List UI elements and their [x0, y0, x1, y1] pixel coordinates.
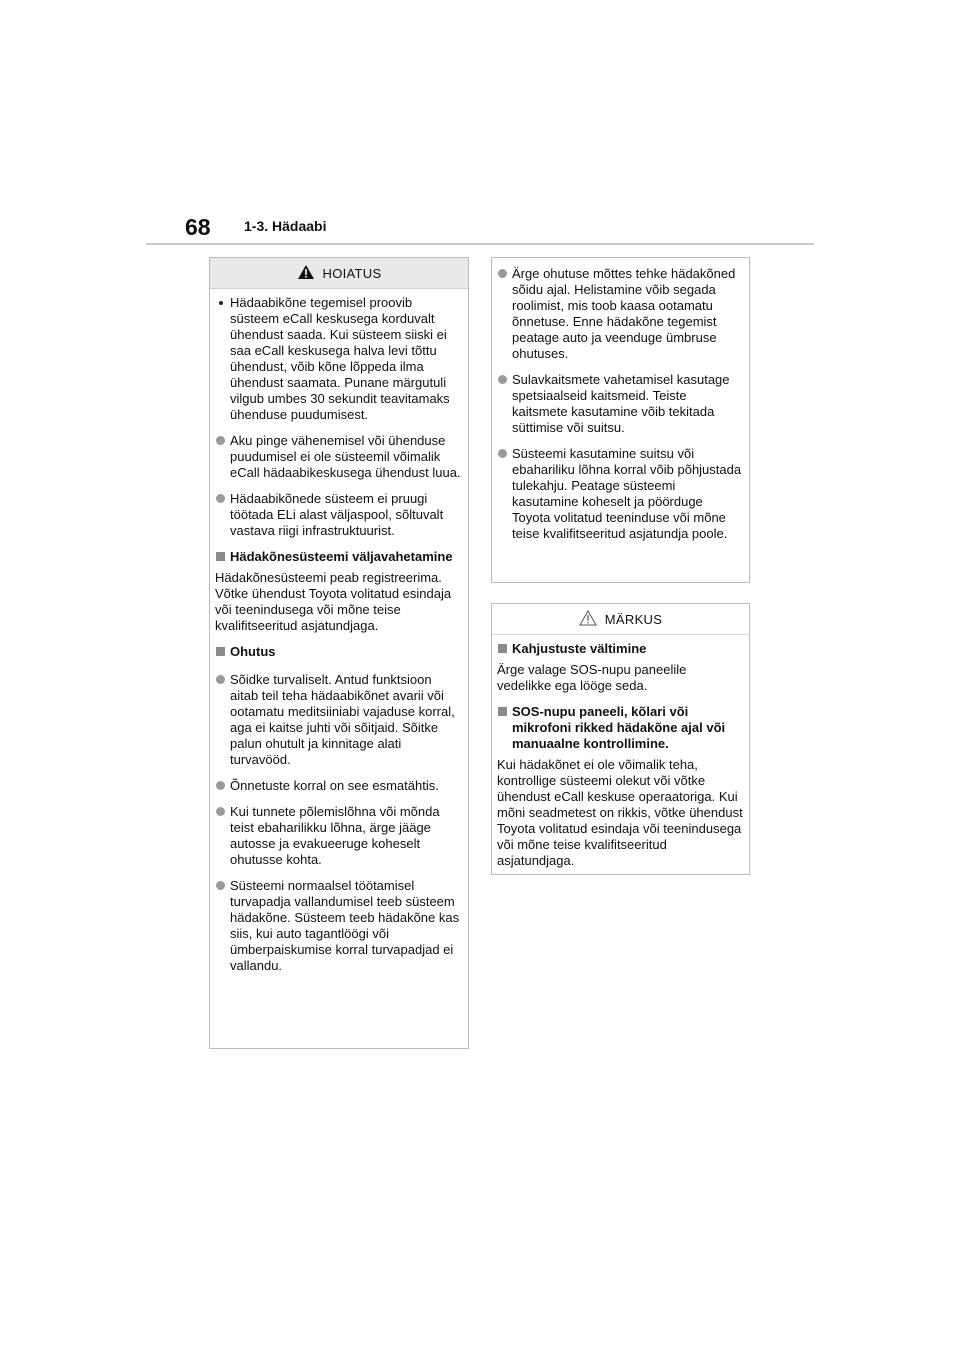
paragraph: Ärge valage SOS-nupu paneelile vedelikke ega lööge seda.	[497, 662, 687, 693]
item-text: Ohutus	[230, 644, 276, 659]
list-item	[497, 266, 743, 362]
notice-box-title: MÄRKUS	[604, 611, 663, 627]
circle-bullet-icon	[498, 269, 507, 278]
warning-box-title: HOIATUS	[322, 265, 382, 281]
section-title: 1-3. Hädaabi	[244, 218, 327, 234]
warning-box-body	[210, 289, 468, 990]
circle-bullet-icon	[219, 301, 223, 305]
item-text: Kui tunnete põlemislõhna või mõnda teist ebaharilikku lõhna, ärge jääge autosse ja evakueeruge koheselt ohutusse kohta.	[230, 804, 440, 867]
circle-bullet-icon	[216, 436, 225, 445]
list-item	[215, 491, 462, 539]
item-text: Süsteemi normaalsel töötamisel turvapadja vallandumisel teeb süsteem hädakõne. Süsteem teeb hädakõne kas siis, kui auto tagantlöögi või ümberpaiskumise korral turvapadjad ei vallandu.	[230, 878, 460, 973]
list-item	[215, 778, 462, 794]
item-text: Sulavkaitsmete vahetamisel kasutage spetsiaalseid kaitsmeid. Teiste kaitsmete kasutamine võib tekitada süttimise või suitsu.	[512, 372, 730, 435]
subheading-item	[497, 641, 743, 657]
circle-bullet-icon	[498, 375, 507, 384]
item-text: Süsteemi kasutamine suitsu või ebahariliku lõhna korral võib põhjustada tulekahju. Peatage süsteemi kasutamine koheselt ja pöörduge Toyota volitatud teeninduse või mõne teise kvalifitseeritud asjatundja poole.	[512, 446, 742, 541]
notice-box-header	[492, 604, 749, 635]
warning-box-continued	[491, 257, 750, 583]
notice-box-body	[492, 635, 749, 885]
item-text: SOS-nupu paneeli, kõlari või mikrofoni rikked hädakõne ajal või manuaalne kontrollimine.	[512, 704, 726, 751]
subheading-item	[215, 644, 462, 660]
item-text: Õnnetuste korral on see esmatähtis.	[230, 778, 439, 793]
warning-box-header	[210, 258, 468, 289]
square-bullet-icon	[498, 707, 507, 716]
paragraph: Kui hädakõnet ei ole võimalik teha, kontrollige süsteemi olekut või võtke ühendust eCall keskuse operaatoriga. Kui mõni seadmetest on rikkis, võtke ühendust Toyota volitatud esindaja või teenindusega või mõne teise kvalifitseeritud asjatundjaga.	[497, 757, 743, 868]
list-item	[497, 372, 743, 436]
item-text: Sõidke turvaliselt. Antud funktsioon aitab teil teha hädaabikõnet avarii või ootamatu meditsiiniabi vajaduse korral, aga ei kaitse juhti või sõitjaid. Sõitke palun ohutult ja kinnitage alati turvavööd.	[230, 672, 455, 767]
circle-bullet-icon	[498, 449, 507, 458]
circle-bullet-icon	[216, 807, 225, 816]
paragraph: Hädakõnesüsteemi peab registreerima. Võtke ühendust Toyota volitatud esindaja või teenindusega või mõne teise kvalifitseeritud asjatundjaga.	[215, 570, 452, 633]
square-bullet-icon	[498, 644, 507, 653]
list-item	[215, 295, 462, 423]
square-bullet-icon	[216, 552, 225, 561]
warning-box	[209, 257, 469, 1049]
list-item	[215, 433, 462, 481]
circle-bullet-icon	[216, 881, 225, 890]
circle-bullet-icon	[216, 781, 225, 790]
item-text: Hädaabikõne tegemisel proovib süsteem eCall keskusega korduvalt ühendust saada. Kui süsteem siiski ei saa eCall keskusega halva levi tõttu ühendust, võib kõne lõppeda ilma ühendust saamata. Punane märgutuli vilgub umbes 30 sekundit teavitamaks ühenduse puudumisest.	[230, 295, 450, 422]
warning-triangle-icon	[297, 264, 315, 283]
square-bullet-icon	[216, 647, 225, 656]
notice-triangle-icon	[579, 610, 597, 629]
list-item	[215, 804, 462, 868]
list-item	[215, 672, 462, 768]
item-text: Kahjustuste vältimine	[512, 641, 647, 656]
item-text: Hädakõnesüsteemi väljavahetamine	[230, 549, 453, 564]
item-text: Ärge ohutuse mõttes tehke hädakõned sõidu ajal. Helistamine võib segada roolimist, mis toob kaasa ootamatu õnnetuse. Enne hädakõne tegemist peatage auto ja veenduge ümbruse ohutuses.	[512, 266, 736, 361]
page-number: 68	[185, 214, 211, 240]
notice-box	[491, 603, 750, 875]
circle-bullet-icon	[216, 494, 225, 503]
list-item	[497, 446, 743, 542]
header-rule	[146, 243, 814, 245]
list-item	[215, 878, 462, 974]
warning-box-continued-body	[492, 258, 749, 558]
item-text: Aku pinge vähenemisel või ühenduse puudumisel ei ole süsteemil võimalik eCall hädaabikeskusega ühendust luua.	[230, 433, 461, 480]
subheading-item	[497, 704, 743, 752]
subheading-item	[215, 549, 462, 565]
item-text: Hädaabikõnede süsteem ei pruugi töötada ELi alast väljaspool, sõltuvalt vastava riigi infrastruktuurist.	[230, 491, 444, 538]
circle-bullet-icon	[216, 675, 225, 684]
